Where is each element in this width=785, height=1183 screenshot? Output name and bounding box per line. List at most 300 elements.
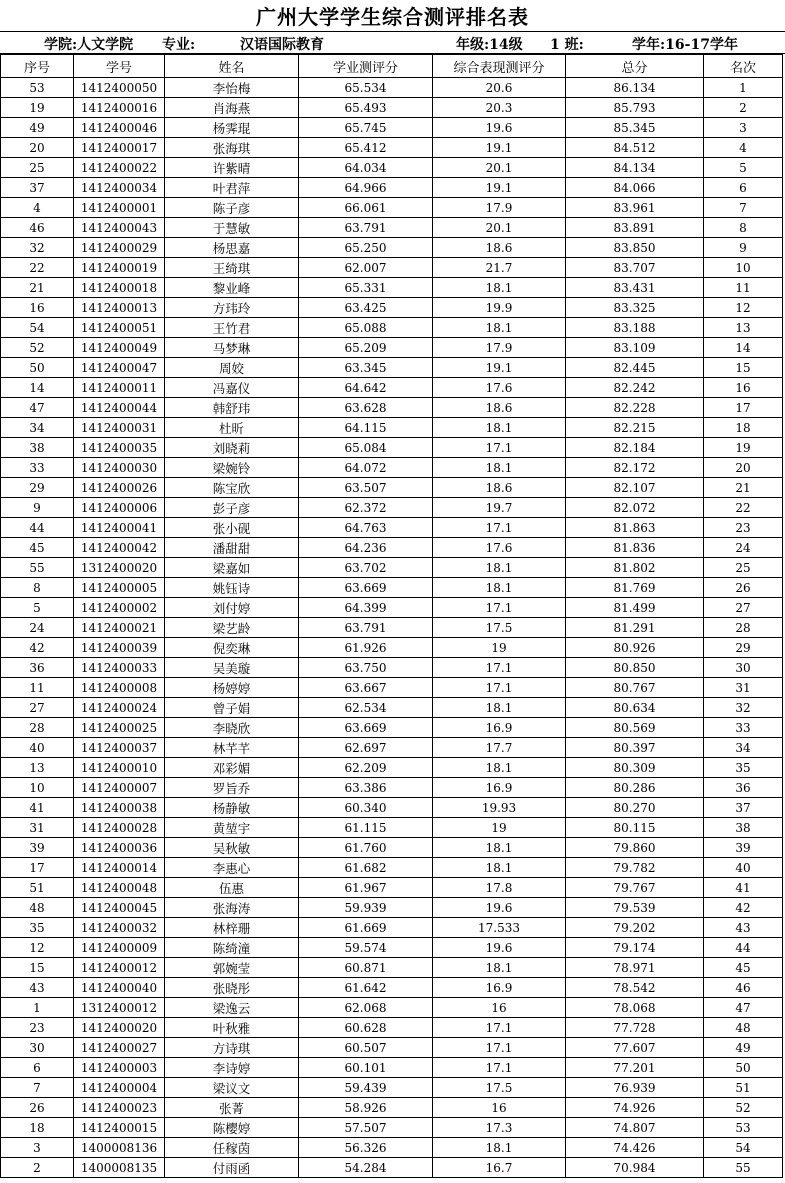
col-student-id-cell: 1412400045	[74, 898, 165, 918]
col-student-id-cell: 1412400035	[74, 438, 165, 458]
col-name-cell: 黄堃宇	[165, 818, 299, 838]
col-rank-header: 名次	[704, 55, 783, 78]
col-rank-cell: 12	[704, 298, 783, 318]
col-total-score-header: 总分	[566, 55, 704, 78]
col-index-cell: 34	[1, 418, 74, 438]
col-performance-score-header: 综合表现测评分	[433, 55, 566, 78]
col-name-cell: 肖海燕	[165, 98, 299, 118]
col-rank-cell: 14	[704, 338, 783, 358]
col-total-score-cell: 83.961	[566, 198, 704, 218]
col-academic-score-cell: 65.412	[299, 138, 433, 158]
col-rank-cell: 2	[704, 98, 783, 118]
col-performance-score-cell: 18.1	[433, 838, 566, 858]
table-row	[1, 338, 783, 358]
col-total-score-cell: 82.184	[566, 438, 704, 458]
col-rank-cell: 19	[704, 438, 783, 458]
major-value: 汉语国际教育	[240, 37, 324, 53]
table-row	[1, 618, 783, 638]
col-student-id-cell: 1412400008	[74, 678, 165, 698]
col-total-score-cell: 74.926	[566, 1098, 704, 1118]
table-row	[1, 538, 783, 558]
col-performance-score-cell: 20.1	[433, 158, 566, 178]
col-academic-score-cell: 61.926	[299, 638, 433, 658]
col-name-cell: 叶秋雅	[165, 1018, 299, 1038]
col-name-cell: 于慧敏	[165, 218, 299, 238]
col-index-header: 序号	[1, 55, 74, 78]
col-performance-score-cell: 19.6	[433, 938, 566, 958]
col-name-cell: 刘付婷	[165, 598, 299, 618]
col-total-score-cell: 80.767	[566, 678, 704, 698]
table-row	[1, 698, 783, 718]
col-academic-score-cell: 54.284	[299, 1158, 433, 1178]
col-name-cell: 曾子娟	[165, 698, 299, 718]
col-student-id-cell: 1412400044	[74, 398, 165, 418]
col-rank-cell: 34	[704, 738, 783, 758]
col-rank-cell: 8	[704, 218, 783, 238]
col-academic-score-cell: 63.345	[299, 358, 433, 378]
col-total-score-cell: 82.107	[566, 478, 704, 498]
table-row	[1, 418, 783, 438]
col-performance-score-cell: 17.533	[433, 918, 566, 938]
col-academic-score-cell: 65.745	[299, 118, 433, 138]
col-student-id-cell: 1412400037	[74, 738, 165, 758]
col-index-cell: 16	[1, 298, 74, 318]
col-performance-score-cell: 17.1	[433, 1058, 566, 1078]
col-student-id-cell: 1412400050	[74, 78, 165, 98]
col-performance-score-cell: 19.1	[433, 138, 566, 158]
col-name-cell: 李惠心	[165, 858, 299, 878]
col-student-id-cell: 1412400027	[74, 1038, 165, 1058]
col-name-cell: 马梦琳	[165, 338, 299, 358]
table-row	[1, 438, 783, 458]
col-name-cell: 梁逸云	[165, 998, 299, 1018]
col-performance-score-cell: 17.5	[433, 1078, 566, 1098]
col-student-id-cell: 1412400041	[74, 518, 165, 538]
col-total-score-cell: 82.215	[566, 418, 704, 438]
col-performance-score-cell: 17.1	[433, 438, 566, 458]
col-total-score-cell: 78.068	[566, 998, 704, 1018]
col-performance-score-cell: 18.1	[433, 278, 566, 298]
col-name-cell: 冯嘉仪	[165, 378, 299, 398]
col-total-score-cell: 83.707	[566, 258, 704, 278]
col-name-cell: 潘甜甜	[165, 538, 299, 558]
col-total-score-cell: 83.891	[566, 218, 704, 238]
col-performance-score-cell: 19.6	[433, 898, 566, 918]
col-academic-score-cell: 57.507	[299, 1118, 433, 1138]
col-academic-score-cell: 61.967	[299, 878, 433, 898]
col-academic-score-cell: 64.034	[299, 158, 433, 178]
col-rank-cell: 50	[704, 1058, 783, 1078]
col-name-cell: 陈樱婷	[165, 1118, 299, 1138]
col-student-id-cell: 1412400006	[74, 498, 165, 518]
col-performance-score-cell: 19.1	[433, 178, 566, 198]
col-student-id-header: 学号	[74, 55, 165, 78]
col-student-id-cell: 1412400009	[74, 938, 165, 958]
col-student-id-cell: 1412400048	[74, 878, 165, 898]
col-name-cell: 杜昕	[165, 418, 299, 438]
col-performance-score-cell: 19	[433, 818, 566, 838]
col-academic-score-cell: 63.791	[299, 218, 433, 238]
col-index-cell: 10	[1, 778, 74, 798]
col-name-cell: 杨思嘉	[165, 238, 299, 258]
col-name-cell: 叶君萍	[165, 178, 299, 198]
col-total-score-cell: 83.109	[566, 338, 704, 358]
col-name-cell: 张海涛	[165, 898, 299, 918]
col-total-score-cell: 81.802	[566, 558, 704, 578]
col-index-cell: 13	[1, 758, 74, 778]
table-row	[1, 238, 783, 258]
col-total-score-cell: 79.174	[566, 938, 704, 958]
col-name-cell: 王竹君	[165, 318, 299, 338]
col-name-cell: 姚钰诗	[165, 578, 299, 598]
table-row	[1, 878, 783, 898]
col-index-cell: 6	[1, 1058, 74, 1078]
col-total-score-cell: 80.397	[566, 738, 704, 758]
col-index-cell: 53	[1, 78, 74, 98]
col-name-cell: 杨婷婷	[165, 678, 299, 698]
col-rank-cell: 10	[704, 258, 783, 278]
col-academic-score-cell: 61.642	[299, 978, 433, 998]
col-academic-score-cell: 62.209	[299, 758, 433, 778]
col-index-cell: 27	[1, 698, 74, 718]
col-rank-cell: 55	[704, 1158, 783, 1178]
col-index-cell: 47	[1, 398, 74, 418]
col-name-cell: 杨静敏	[165, 798, 299, 818]
col-total-score-cell: 79.539	[566, 898, 704, 918]
col-rank-cell: 44	[704, 938, 783, 958]
col-rank-cell: 16	[704, 378, 783, 398]
col-index-cell: 12	[1, 938, 74, 958]
col-total-score-cell: 76.939	[566, 1078, 704, 1098]
col-name-cell: 方玮玲	[165, 298, 299, 318]
col-index-cell: 48	[1, 898, 74, 918]
col-academic-score-cell: 64.236	[299, 538, 433, 558]
col-performance-score-cell: 16.9	[433, 978, 566, 998]
col-index-cell: 25	[1, 158, 74, 178]
table-row	[1, 838, 783, 858]
col-academic-score-cell: 62.068	[299, 998, 433, 1018]
col-rank-cell: 6	[704, 178, 783, 198]
col-total-score-cell: 74.807	[566, 1118, 704, 1138]
col-rank-cell: 31	[704, 678, 783, 698]
col-total-score-cell: 84.134	[566, 158, 704, 178]
col-rank-cell: 45	[704, 958, 783, 978]
col-index-cell: 33	[1, 458, 74, 478]
col-performance-score-cell: 16	[433, 1098, 566, 1118]
col-name-cell: 许紫晴	[165, 158, 299, 178]
col-index-cell: 18	[1, 1118, 74, 1138]
col-rank-cell: 7	[704, 198, 783, 218]
col-name-cell: 吴秋敏	[165, 838, 299, 858]
col-performance-score-cell: 21.7	[433, 258, 566, 278]
table-row	[1, 858, 783, 878]
col-performance-score-cell: 19.7	[433, 498, 566, 518]
col-name-cell: 林梓珊	[165, 918, 299, 938]
col-rank-cell: 41	[704, 878, 783, 898]
col-name-cell: 彭子彦	[165, 498, 299, 518]
col-student-id-cell: 1412400003	[74, 1058, 165, 1078]
col-performance-score-cell: 18.1	[433, 418, 566, 438]
col-index-cell: 51	[1, 878, 74, 898]
col-academic-score-cell: 63.667	[299, 678, 433, 698]
col-name-cell: 梁议文	[165, 1078, 299, 1098]
col-index-cell: 36	[1, 658, 74, 678]
table-row	[1, 118, 783, 138]
col-rank-cell: 46	[704, 978, 783, 998]
col-total-score-cell: 81.769	[566, 578, 704, 598]
major-label: 专业:	[162, 37, 196, 53]
col-name-cell: 任稼茵	[165, 1138, 299, 1158]
table-row	[1, 518, 783, 538]
col-total-score-cell: 85.345	[566, 118, 704, 138]
table-row	[1, 598, 783, 618]
table-row	[1, 558, 783, 578]
col-performance-score-cell: 19.6	[433, 118, 566, 138]
col-academic-score-cell: 63.386	[299, 778, 433, 798]
col-academic-score-cell: 59.439	[299, 1078, 433, 1098]
table-header-row	[1, 55, 783, 78]
col-performance-score-cell: 17.7	[433, 738, 566, 758]
col-total-score-cell: 81.291	[566, 618, 704, 638]
col-student-id-cell: 1412400013	[74, 298, 165, 318]
col-total-score-cell: 81.836	[566, 538, 704, 558]
col-total-score-cell: 77.728	[566, 1018, 704, 1038]
table-row	[1, 958, 783, 978]
col-name-cell: 邓彩媚	[165, 758, 299, 778]
col-index-cell: 37	[1, 178, 74, 198]
col-total-score-cell: 79.767	[566, 878, 704, 898]
col-index-cell: 26	[1, 1098, 74, 1118]
col-name-cell: 陈绮潼	[165, 938, 299, 958]
col-total-score-cell: 82.445	[566, 358, 704, 378]
col-total-score-cell: 79.860	[566, 838, 704, 858]
col-total-score-cell: 79.782	[566, 858, 704, 878]
col-student-id-cell: 1312400012	[74, 998, 165, 1018]
col-student-id-cell: 1412400019	[74, 258, 165, 278]
class-label: 1 班:	[550, 37, 584, 53]
col-performance-score-cell: 18.6	[433, 238, 566, 258]
col-index-cell: 23	[1, 1018, 74, 1038]
col-index-cell: 50	[1, 358, 74, 378]
col-total-score-cell: 74.426	[566, 1138, 704, 1158]
col-rank-cell: 35	[704, 758, 783, 778]
col-index-cell: 22	[1, 258, 74, 278]
col-rank-cell: 54	[704, 1138, 783, 1158]
col-total-score-cell: 78.971	[566, 958, 704, 978]
col-rank-cell: 43	[704, 918, 783, 938]
col-student-id-cell: 1412400004	[74, 1078, 165, 1098]
col-rank-cell: 52	[704, 1098, 783, 1118]
table-row	[1, 738, 783, 758]
col-index-cell: 9	[1, 498, 74, 518]
col-performance-score-cell: 18.1	[433, 958, 566, 978]
col-name-cell: 陈宝欣	[165, 478, 299, 498]
table-row	[1, 1018, 783, 1038]
col-student-id-cell: 1412400028	[74, 818, 165, 838]
col-rank-cell: 53	[704, 1118, 783, 1138]
col-name-cell: 刘晓莉	[165, 438, 299, 458]
grade-label: 年级:14级	[456, 37, 523, 53]
col-index-cell: 32	[1, 238, 74, 258]
col-performance-score-cell: 16	[433, 998, 566, 1018]
col-rank-cell: 17	[704, 398, 783, 418]
col-total-score-cell: 83.850	[566, 238, 704, 258]
col-academic-score-cell: 59.574	[299, 938, 433, 958]
table-row	[1, 98, 783, 118]
col-index-cell: 20	[1, 138, 74, 158]
table-row	[1, 818, 783, 838]
col-rank-cell: 21	[704, 478, 783, 498]
col-student-id-cell: 1400008135	[74, 1158, 165, 1178]
col-rank-cell: 3	[704, 118, 783, 138]
col-performance-score-cell: 17.3	[433, 1118, 566, 1138]
col-academic-score-cell: 62.534	[299, 698, 433, 718]
col-student-id-cell: 1412400036	[74, 838, 165, 858]
col-student-id-cell: 1412400034	[74, 178, 165, 198]
col-rank-cell: 23	[704, 518, 783, 538]
table-row	[1, 478, 783, 498]
col-academic-score-cell: 64.399	[299, 598, 433, 618]
col-academic-score-cell: 65.209	[299, 338, 433, 358]
col-rank-cell: 1	[704, 78, 783, 98]
col-name-cell: 梁婉铃	[165, 458, 299, 478]
col-rank-cell: 37	[704, 798, 783, 818]
col-academic-score-cell: 61.682	[299, 858, 433, 878]
col-academic-score-cell: 63.669	[299, 578, 433, 598]
table-row	[1, 298, 783, 318]
col-index-cell: 52	[1, 338, 74, 358]
table-row	[1, 258, 783, 278]
col-student-id-cell: 1412400051	[74, 318, 165, 338]
col-index-cell: 39	[1, 838, 74, 858]
col-name-cell: 林芊芊	[165, 738, 299, 758]
col-academic-score-cell: 56.326	[299, 1138, 433, 1158]
col-rank-cell: 38	[704, 818, 783, 838]
col-academic-score-cell: 63.425	[299, 298, 433, 318]
year-label: 学年:16-17学年	[632, 37, 738, 53]
table-row	[1, 678, 783, 698]
col-rank-cell: 36	[704, 778, 783, 798]
col-student-id-cell: 1412400015	[74, 1118, 165, 1138]
col-academic-score-cell: 62.697	[299, 738, 433, 758]
col-index-cell: 49	[1, 118, 74, 138]
col-total-score-cell: 81.499	[566, 598, 704, 618]
col-rank-cell: 26	[704, 578, 783, 598]
table-row	[1, 938, 783, 958]
col-index-cell: 5	[1, 598, 74, 618]
col-total-score-cell: 82.172	[566, 458, 704, 478]
col-rank-cell: 15	[704, 358, 783, 378]
col-student-id-cell: 1412400040	[74, 978, 165, 998]
col-student-id-cell: 1412400017	[74, 138, 165, 158]
col-name-cell: 罗旨乔	[165, 778, 299, 798]
col-total-score-cell: 78.542	[566, 978, 704, 998]
col-rank-cell: 20	[704, 458, 783, 478]
table-row	[1, 1058, 783, 1078]
col-student-id-cell: 1312400020	[74, 558, 165, 578]
col-index-cell: 54	[1, 318, 74, 338]
table-row	[1, 358, 783, 378]
col-rank-cell: 4	[704, 138, 783, 158]
col-academic-score-cell: 64.642	[299, 378, 433, 398]
ranking-table	[0, 54, 783, 1178]
table-row	[1, 998, 783, 1018]
col-academic-score-cell: 63.507	[299, 478, 433, 498]
col-performance-score-cell: 18.1	[433, 318, 566, 338]
col-academic-score-cell: 65.534	[299, 78, 433, 98]
col-index-cell: 45	[1, 538, 74, 558]
col-rank-cell: 33	[704, 718, 783, 738]
col-academic-score-cell: 61.760	[299, 838, 433, 858]
col-total-score-cell: 77.607	[566, 1038, 704, 1058]
col-student-id-cell: 1412400033	[74, 658, 165, 678]
col-academic-score-cell: 64.966	[299, 178, 433, 198]
col-academic-score-cell: 63.750	[299, 658, 433, 678]
col-performance-score-cell: 18.1	[433, 558, 566, 578]
col-academic-score-header: 学业测评分	[299, 55, 433, 78]
col-index-cell: 3	[1, 1138, 74, 1158]
col-performance-score-cell: 18.1	[433, 758, 566, 778]
col-student-id-cell: 1412400029	[74, 238, 165, 258]
col-academic-score-cell: 63.791	[299, 618, 433, 638]
col-academic-score-cell: 64.072	[299, 458, 433, 478]
col-rank-cell: 18	[704, 418, 783, 438]
col-academic-score-cell: 63.669	[299, 718, 433, 738]
college-label: 学院:人文学院	[44, 37, 134, 53]
col-student-id-cell: 1412400012	[74, 958, 165, 978]
col-academic-score-cell: 66.061	[299, 198, 433, 218]
col-rank-cell: 42	[704, 898, 783, 918]
col-rank-cell: 48	[704, 1018, 783, 1038]
col-academic-score-cell: 62.007	[299, 258, 433, 278]
table-row	[1, 978, 783, 998]
col-name-cell: 周姣	[165, 358, 299, 378]
col-total-score-cell: 82.228	[566, 398, 704, 418]
col-name-cell: 王绮琪	[165, 258, 299, 278]
col-name-cell: 梁嘉如	[165, 558, 299, 578]
col-academic-score-cell: 58.926	[299, 1098, 433, 1118]
col-rank-cell: 40	[704, 858, 783, 878]
col-performance-score-cell: 17.1	[433, 658, 566, 678]
table-row	[1, 78, 783, 98]
col-index-cell: 17	[1, 858, 74, 878]
col-student-id-cell: 1412400001	[74, 198, 165, 218]
col-total-score-cell: 80.270	[566, 798, 704, 818]
col-performance-score-cell: 17.6	[433, 538, 566, 558]
col-performance-score-cell: 16.9	[433, 718, 566, 738]
table-row	[1, 1078, 783, 1098]
col-total-score-cell: 82.072	[566, 498, 704, 518]
col-student-id-cell: 1412400002	[74, 598, 165, 618]
table-row	[1, 1098, 783, 1118]
table-row	[1, 718, 783, 738]
col-index-cell: 46	[1, 218, 74, 238]
col-index-cell: 8	[1, 578, 74, 598]
col-performance-score-cell: 16.7	[433, 1158, 566, 1178]
col-total-score-cell: 80.634	[566, 698, 704, 718]
col-name-cell: 张晓彤	[165, 978, 299, 998]
col-index-cell: 41	[1, 798, 74, 818]
col-name-cell: 陈子彦	[165, 198, 299, 218]
col-rank-cell: 49	[704, 1038, 783, 1058]
col-rank-cell: 5	[704, 158, 783, 178]
col-student-id-cell: 1412400010	[74, 758, 165, 778]
col-rank-cell: 51	[704, 1078, 783, 1098]
col-index-cell: 4	[1, 198, 74, 218]
col-student-id-cell: 1412400046	[74, 118, 165, 138]
col-performance-score-cell: 18.1	[433, 458, 566, 478]
col-total-score-cell: 80.115	[566, 818, 704, 838]
